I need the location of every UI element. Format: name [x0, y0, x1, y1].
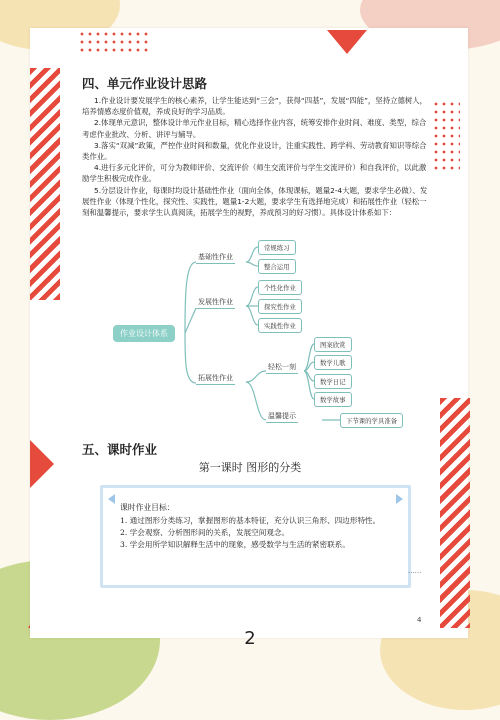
node-develop-2: 探究性作业	[258, 299, 302, 314]
goals-list	[120, 515, 390, 550]
connector-root-expand	[185, 333, 196, 383]
mindmap-root: 作业设计体系	[113, 325, 175, 342]
connector-basic-1	[246, 247, 258, 262]
node-basic-1: 常规练习	[258, 240, 296, 255]
node-develop-1: 个性化作业	[258, 280, 302, 295]
section-4-heading: 四、单元作业设计思路	[82, 76, 208, 91]
branch-develop: 发展性作业	[196, 297, 235, 309]
connector-root-basic	[185, 262, 196, 333]
goals-label: 课时作业目标：	[120, 503, 175, 512]
paragraph-4: 4.进行多元化评价，可分为教师评价、交流评价（师生交流评价与学生交流评价）和自我评价，以此激励学生积极完成作业。	[82, 163, 427, 184]
node-relax-3: 数学日记	[314, 374, 352, 389]
paragraph-1: 1.作业设计要发展学生的核心素养，让学生能达到“三会”，获得“四基”，发展“四能”，坚持立德树人，培养情感态度价值观，养成良好的学习品质。	[82, 96, 428, 117]
connector-basic-2	[246, 262, 258, 266]
connector-develop-1	[246, 287, 258, 306]
page-number: 4	[417, 616, 422, 624]
ellipsis: ......	[408, 567, 422, 575]
connector-expand-tip	[246, 382, 266, 420]
lesson-title: 第一课时 图形的分类	[198, 461, 302, 474]
connector-develop-3	[246, 306, 258, 325]
node-relax-4: 数学故事	[314, 392, 352, 407]
node-relax-1: 图案欣赏	[314, 337, 352, 352]
paragraph-3: 3.落实“双减”政策，严控作业时间和数量，优化作业设计，注重实践性、跨学科、劳动教育知识等综合类作业。	[82, 140, 427, 162]
right-arrow-icon	[396, 494, 403, 504]
connector-expand-relax	[246, 371, 266, 382]
branch-relax: 轻松一刻	[266, 362, 298, 374]
branch-expand: 拓展性作业	[196, 373, 235, 385]
big-page-number: 2	[244, 628, 256, 649]
paragraph-5: 5.分层设计作业，每课时均设计基础性作业（面向全体，体现课标，题量2-4大题，要求学生必做）、发展性作业（体现个性化，探究性、实践性，题量1-2大题，要求学生有选择地完成）和拓展性作业（轻松一刻和温馨提示，要求学生认真阅读，拓展学生的视野，养成预习的好习惯）。具体设计体系如下：	[82, 185, 428, 218]
branch-basic: 基础性作业	[196, 252, 235, 264]
node-basic-2: 整合运用	[258, 259, 296, 274]
node-relax-2: 数学儿歌	[314, 355, 352, 370]
goal-2: 2. 学会观察、分析图形间的关系，发展空间观念。	[120, 527, 290, 537]
lesson-goals-box	[100, 485, 411, 588]
left-arrow-icon	[108, 494, 115, 504]
node-tip-item: 下节课的学具准备	[340, 413, 403, 428]
node-develop-3: 实践性作业	[258, 318, 302, 333]
section-5-heading: 五、课时作业	[82, 442, 158, 457]
paragraph-2: 2.体现单元意识，整体设计单元作业目标，精心选择作业内容，统筹安排作业时间、难度、类型，综合考虑作业批改、分析、讲评与辅导。	[82, 118, 427, 139]
goal-3: 3. 学会用所学知识解释生活中的现象，感受数学与生活的紧密联系。	[120, 539, 350, 549]
connector-root-develop	[185, 308, 196, 333]
goal-1: 1. 通过图形分类练习，掌握图形的基本特征，充分认识三角形、四边形特性。	[120, 516, 381, 525]
branch-tip: 温馨提示	[266, 411, 298, 423]
